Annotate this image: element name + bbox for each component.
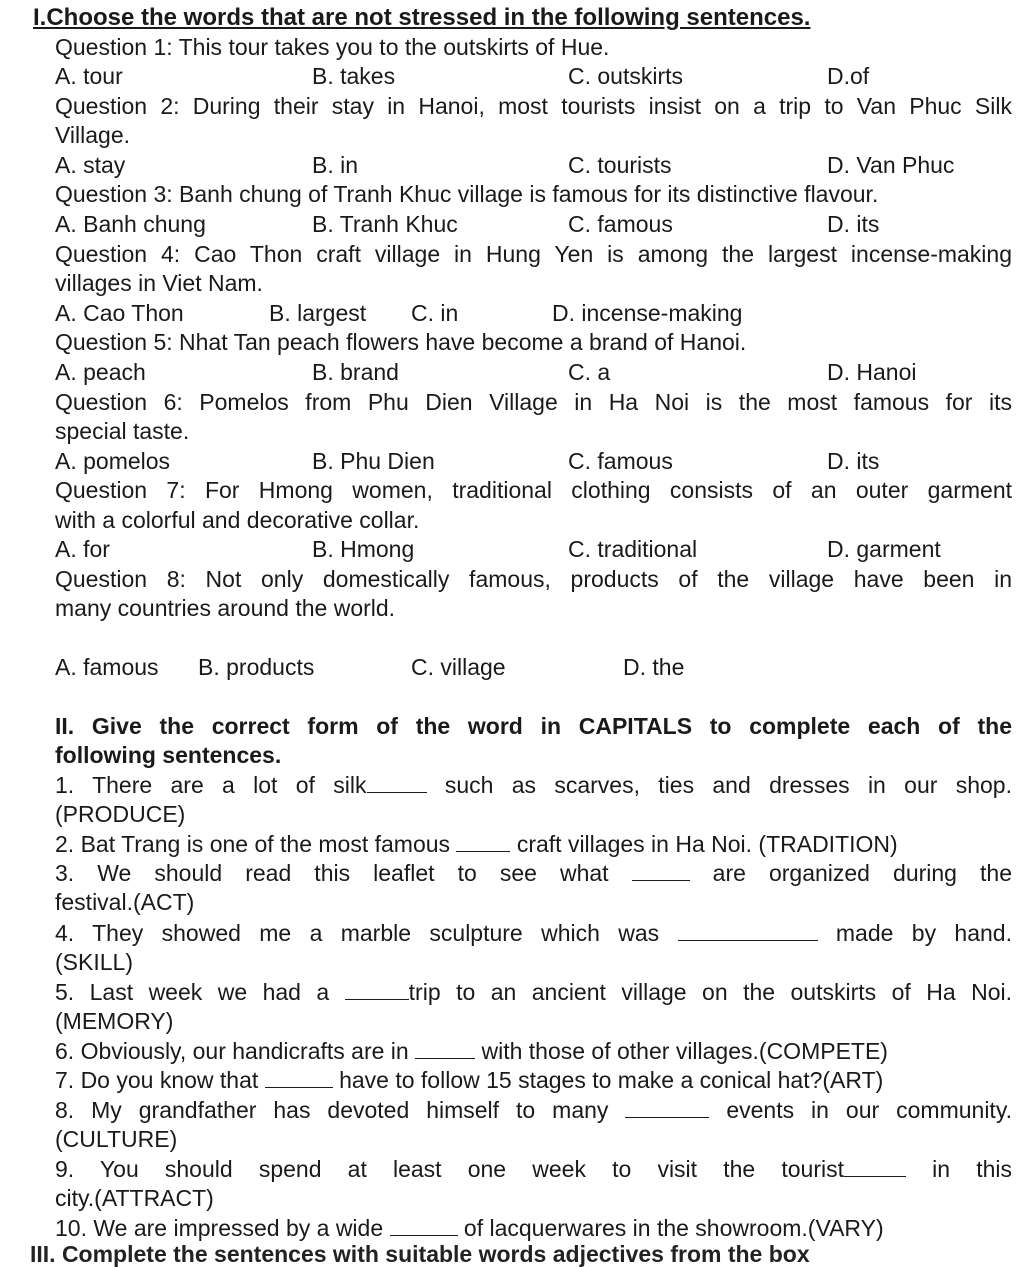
question-8-text: Question 8: Not only domestically famous, products of the village have been in [55,566,1012,592]
question-7-text-cont: with a colorful and decorative collar. [55,507,420,533]
option-a: A. Banh chung [55,211,206,237]
option-c: C. famous [568,211,673,237]
option-d: D. its [827,448,880,474]
question-1-text: Question 1: This tour takes you to the outskirts of Hue. [55,34,610,60]
exercise-item-4-cont: (SKILL) [55,949,133,975]
option-a: A. Cao Thon [55,300,184,326]
exercise-item-9 [55,1155,1012,1183]
option-a: A. tour [55,63,123,89]
question-2-options [55,151,1015,179]
item-text-after: in this [905,1156,1012,1182]
section-2-heading-cont: following sentences. [55,742,282,768]
option-a: A. famous [55,654,159,680]
question-3-options [55,210,1015,238]
option-d: D. incense-making [552,300,743,326]
exercise-item-6 [55,1037,888,1065]
option-c: C. traditional [568,536,698,562]
item-text-before: 6. Obviously, our handicrafts are in [55,1038,416,1064]
exercise-item-7 [55,1066,883,1094]
item-text-after: with those of other villages.(COMPETE) [475,1038,888,1064]
option-a: A. for [55,536,110,562]
option-a: A. stay [55,152,126,178]
option-a: A. pomelos [55,448,171,474]
question-2-text-cont: Village. [55,122,131,148]
question-3-text: Question 3: Banh chung of Tranh Khuc village is famous for its distinctive flavour. [55,181,879,207]
question-7-options [55,535,1015,563]
question-6-options [55,447,1015,475]
exercise-item-5-cont: (MEMORY) [55,1008,174,1034]
exercise-item-9-cont: city.(ATTRACT) [55,1185,214,1211]
question-6-text-cont: special taste. [55,418,190,444]
item-text-after: events in our community. [709,1097,1012,1123]
item-text-after: craft villages in Ha Noi. (TRADITION) [510,831,898,857]
exercise-item-5 [55,978,1012,1006]
section-3-heading-cropped: III. Complete the sentences with suitable words adjectives from the box [30,1241,810,1267]
exercise-item-1-cont: (PRODUCE) [55,801,186,827]
exercise-item-8-cont: (CULTURE) [55,1126,178,1152]
option-d: D. its [827,211,880,237]
section-1-heading: I.Choose the words that are not stressed in the following sentences. [33,4,811,31]
item-text-after: have to follow 15 stages to make a conical hat?(ART) [332,1067,884,1093]
option-c: C. famous [568,448,673,474]
question-4-options [55,299,1015,327]
option-c: C. outskirts [568,63,684,89]
question-5-text: Question 5: Nhat Tan peach flowers have become a brand of Hanoi. [55,329,747,355]
option-b: B. in [312,152,359,178]
item-text-before: 3. We should read this leaflet to see what [55,860,632,886]
answer-blank[interactable] [390,1217,458,1236]
answer-blank[interactable] [415,1040,475,1059]
question-1-options [55,62,1015,90]
option-d: D. garment [827,536,941,562]
item-text-after: made by hand. [817,920,1012,946]
exercise-item-1 [55,771,1012,799]
option-d: D. the [623,654,685,680]
answer-blank[interactable] [844,1158,906,1177]
option-c: C. in [411,300,459,326]
option-b: B. largest [269,300,367,326]
answer-blank[interactable] [678,922,818,941]
question-2-text: Question 2: During their stay in Hanoi, most tourists insist on a trip to Van Phuc Silk [55,93,1012,119]
item-text-before: 1. There are a lot of silk [55,772,367,798]
option-d: D.of [827,63,870,89]
item-text-after: of lacquerwares in the showroom.(VARY) [457,1215,884,1241]
answer-blank[interactable] [625,1099,709,1118]
question-6-text: Question 6: Pomelos from Phu Dien Village in Ha Noi is the most famous for its [55,389,1012,415]
question-8-options [55,653,1015,681]
exercise-item-8 [55,1096,1012,1124]
answer-blank[interactable] [345,981,409,1000]
option-b: B. brand [312,359,399,385]
question-4-text-cont: villages in Viet Nam. [55,270,263,296]
question-7-text: Question 7: For Hmong women, traditional clothing consists of an outer garment [55,477,1012,503]
option-d: D. Van Phuc [827,152,955,178]
answer-blank[interactable] [632,862,690,881]
option-b: B. Tranh Khuc [312,211,458,237]
option-c: C. village [411,654,506,680]
option-b: B. Hmong [312,536,415,562]
answer-blank[interactable] [456,833,510,852]
question-5-options [55,358,1015,386]
exercise-item-3-cont: festival.(ACT) [55,889,195,915]
item-text-before: 5. Last week we had a [55,979,345,1005]
option-c: C. tourists [568,152,672,178]
item-text-after: trip to an ancient village on the outskirts of Ha Noi. [408,979,1012,1005]
section-2-heading: II. Give the correct form of the word in CAPITALS to complete each of the [55,713,1012,739]
item-text-before: 7. Do you know that [55,1067,265,1093]
item-text-after: are organized during the [689,860,1012,886]
option-b: B. Phu Dien [312,448,435,474]
answer-blank[interactable] [367,774,427,793]
exercise-item-10 [55,1214,884,1242]
option-d: D. Hanoi [827,359,917,385]
option-b: B. products [198,654,315,680]
item-text-before: 2. Bat Trang is one of the most famous [55,831,457,857]
exercise-item-3 [55,859,1012,887]
option-a: A. peach [55,359,146,385]
item-text-before: 10. We are impressed by a wide [55,1215,390,1241]
question-8-text-cont: many countries around the world. [55,595,396,621]
option-c: C. a [568,359,611,385]
exercise-item-4 [55,919,1012,947]
exercise-item-2 [55,830,898,858]
item-text-before: 4. They showed me a marble sculpture which was [55,920,678,946]
item-text-before: 8. My grandfather has devoted himself to many [55,1097,626,1123]
answer-blank[interactable] [265,1069,333,1088]
item-text-after: such as scarves, ties and dresses in our shop. [426,772,1012,798]
question-4-text: Question 4: Cao Thon craft village in Hung Yen is among the largest incense-making [55,241,1012,267]
item-text-before: 9. You should spend at least one week to visit the tourist [55,1156,844,1182]
option-b: B. takes [312,63,396,89]
